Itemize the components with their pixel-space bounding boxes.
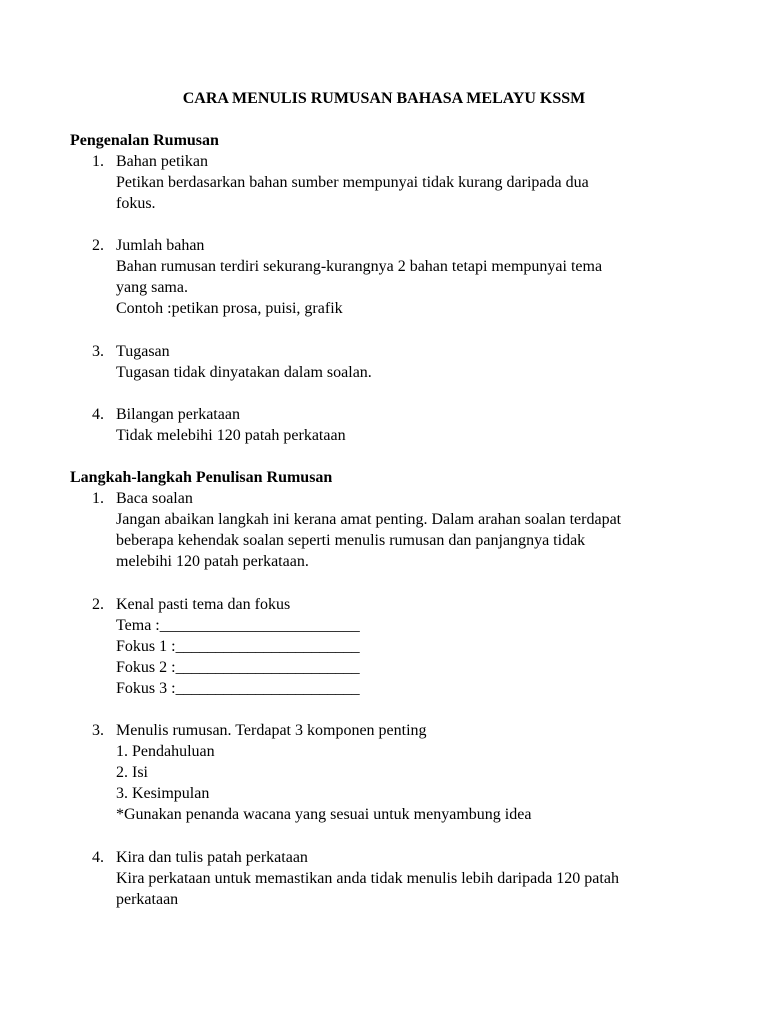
list-item-body <box>116 404 701 446</box>
item-line: Bahan rumusan terdiri sekurang-kurangnya 2 bahan tetapi mempunyai tema <box>116 258 603 275</box>
item-line: beberapa kehendak soalan seperti menulis rumusan dan panjangnya tidak <box>116 532 586 549</box>
list-item-number: 3. <box>92 343 104 360</box>
item-line: fokus. <box>116 195 156 212</box>
list-item-body <box>116 235 701 319</box>
item-line: 2. Isi <box>116 764 148 781</box>
list-item-body <box>116 847 701 910</box>
item-line: Tugasan <box>116 343 170 360</box>
item-line: Contoh :petikan prosa, puisi, grafik <box>116 300 343 317</box>
fokus-2-blank-line: Fokus 2 :_______________________ <box>116 659 360 676</box>
item-line: Jumlah bahan <box>116 237 205 254</box>
item-line: Tidak melebihi 120 patah perkataan <box>116 427 346 444</box>
list-item-number: 2. <box>92 596 104 613</box>
item-line: Baca soalan <box>116 490 193 507</box>
item-line: 3. Kesimpulan <box>116 785 210 802</box>
list-item-body <box>116 341 701 383</box>
item-line: perkataan <box>116 891 179 908</box>
section-heading-langkah: Langkah-langkah Penulisan Rumusan <box>70 469 333 486</box>
item-line: Bilangan perkataan <box>116 406 240 423</box>
list-item-number: 2. <box>92 237 104 254</box>
list-item-number: 4. <box>92 849 104 866</box>
list-item-body <box>116 594 701 699</box>
item-line: yang sama. <box>116 279 188 296</box>
list-item-body <box>116 151 701 214</box>
item-line: Kira perkataan untuk memastikan anda tidak menulis lebih daripada 120 patah <box>116 870 619 887</box>
item-line: Tugasan tidak dinyatakan dalam soalan. <box>116 364 372 381</box>
section-heading-pengenalan: Pengenalan Rumusan <box>70 132 219 149</box>
item-line: *Gunakan penanda wacana yang sesuai untuk menyambung idea <box>116 806 532 823</box>
item-line: Jangan abaikan langkah ini kerana amat penting. Dalam arahan soalan terdapat <box>116 511 622 528</box>
fokus-3-blank-line: Fokus 3 :_______________________ <box>116 680 360 697</box>
list-item-number: 1. <box>92 153 104 170</box>
item-line: Petikan berdasarkan bahan sumber mempunyai tidak kurang daripada dua <box>116 174 589 191</box>
list-item-body <box>116 720 701 825</box>
tema-blank-line: Tema :_________________________ <box>116 617 360 634</box>
list-item-body <box>116 488 701 572</box>
item-line: melebihi 120 patah perkataan. <box>116 553 309 570</box>
document-title: CARA MENULIS RUMUSAN BAHASA MELAYU KSSM <box>182 90 586 107</box>
item-line: Kira dan tulis patah perkataan <box>116 849 308 866</box>
item-line: 1. Pendahuluan <box>116 743 215 760</box>
list-item-number: 4. <box>92 406 104 423</box>
list-item-number: 1. <box>92 490 104 507</box>
list-item-number: 3. <box>92 722 104 739</box>
item-line: Menulis rumusan. Terdapat 3 komponen penting <box>116 722 427 739</box>
fokus-1-blank-line: Fokus 1 :_______________________ <box>116 638 360 655</box>
item-line: Bahan petikan <box>116 153 208 170</box>
item-line: Kenal pasti tema dan fokus <box>116 596 291 613</box>
